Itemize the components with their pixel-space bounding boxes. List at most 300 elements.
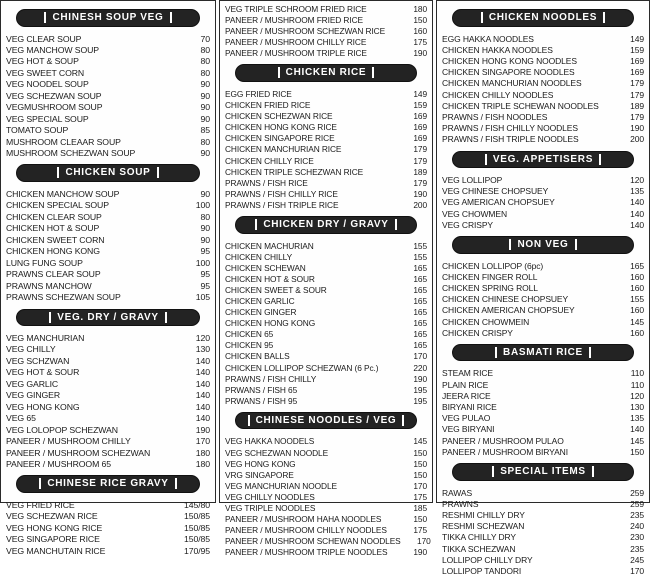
menu-item-price: 179	[413, 144, 427, 155]
menu-item-price: 190	[413, 547, 427, 558]
menu-item-name: VEG GARLIC	[6, 378, 59, 389]
menu-item-row	[442, 488, 644, 499]
menu-item-name: RAWAS	[442, 487, 473, 498]
menu-item-row	[442, 499, 644, 510]
menu-item-row	[6, 546, 210, 557]
menu-item-price: 220	[413, 362, 427, 373]
menu-item-row	[442, 67, 644, 78]
menu-item-row	[225, 48, 427, 59]
menu-item-price: 155	[413, 240, 427, 251]
menu-item-price: 185	[413, 502, 427, 513]
menu-item-name: CHICKEN AMERICAN CHOPSUEY	[442, 305, 575, 316]
menu-item-price: 90	[200, 102, 210, 113]
menu-section	[442, 344, 644, 458]
menu-item-name: CHICKEN BALLS	[225, 351, 290, 362]
menu-item-row	[442, 305, 644, 316]
menu-item-row	[225, 15, 427, 26]
menu-item-name: TOMATO SOUP	[6, 125, 69, 136]
menu-item-name: VEG NOODEL SOUP	[6, 79, 89, 90]
menu-item-name: VEG SWEET CORN	[6, 67, 85, 78]
menu-item-price: 145	[630, 435, 644, 446]
menu-item-row	[6, 102, 210, 113]
menu-item-list	[442, 261, 644, 339]
menu-item-name: CHICKEN CHOWMEIN	[442, 316, 530, 327]
menu-item-name: VRG SINGAPORE	[225, 469, 294, 480]
menu-item-price: 169	[630, 67, 644, 78]
menu-item-price: 70	[200, 33, 210, 44]
menu-item-name: LOLLIPOP CHILLY DRY	[442, 554, 533, 565]
menu-item-price: 259	[630, 498, 644, 509]
section-header-label: BASMATI RICE	[495, 347, 591, 358]
menu-item-name: CHICKEN SCHEWAN	[225, 262, 306, 273]
menu-item-price: 150	[413, 15, 427, 26]
menu-item-name: VEG SPECIAL SOUP	[6, 113, 89, 124]
menu-item-name: CHICKEN TRIPLE SCHEWAN NOODLES	[442, 100, 599, 111]
menu-item-price: 170	[413, 351, 427, 362]
menu-item-price: 140	[195, 367, 210, 378]
menu-item-row	[6, 137, 210, 148]
menu-item-price: 80	[200, 56, 210, 67]
menu-item-row	[6, 413, 210, 424]
menu-item-name: VEG MANCHUTAIN RICE	[6, 545, 106, 556]
menu-item-price: 170	[413, 480, 427, 491]
menu-item-name: VEG HONG KONG	[6, 401, 80, 412]
section-header	[16, 164, 200, 182]
menu-item-row	[225, 374, 427, 385]
menu-item-row	[225, 37, 427, 48]
menu-item-row	[225, 436, 427, 447]
menu-item-name: VEG HONG KONG RICE	[6, 522, 103, 533]
menu-item-name: CHICKEN SPRING ROLL	[442, 282, 538, 293]
menu-item-price: 150	[413, 458, 427, 469]
menu-item-name: TIKKA SCHEZWAN	[442, 543, 516, 554]
menu-item-name: PRAWNS / FISH NOODLES	[442, 111, 548, 122]
menu-item-name: CHICKEN SINGAPORE NOODLES	[442, 67, 575, 78]
menu-item-row	[6, 223, 210, 234]
menu-item-list	[6, 189, 210, 304]
menu-item-name: CHICKEN TRIPLE SCHEZWAN RICE	[225, 166, 364, 177]
menu-item-price: 145	[630, 316, 644, 327]
section-header-label: SPECIAL ITEMS	[492, 466, 594, 477]
menu-section	[6, 9, 210, 159]
menu-item-price: 80	[200, 211, 210, 222]
menu-item-row	[225, 351, 427, 362]
menu-item-price: 165	[413, 273, 427, 284]
menu-item-price: 90	[200, 148, 210, 159]
menu-item-price: 135	[630, 413, 644, 424]
section-header-label: CHINESH SOUP VEG	[44, 12, 171, 23]
menu-item-list	[442, 175, 644, 231]
menu-item-row	[442, 134, 644, 145]
menu-item-row	[6, 189, 210, 200]
menu-item-name: CHICKEN CHINESE CHOPSUEY	[442, 294, 569, 305]
section-header	[452, 151, 634, 169]
menu-section	[225, 412, 431, 559]
menu-item-price: 195	[413, 395, 427, 406]
menu-item-name: CHICKEN CHILLY	[225, 251, 293, 262]
menu-item-row	[442, 209, 644, 220]
menu-item-row	[442, 380, 644, 391]
menu-item-name: PLAIN RICE	[442, 379, 489, 390]
section-header	[16, 309, 200, 327]
menu-item-row	[442, 555, 644, 566]
menu-item-name: PANEER / MUSHROOM CHILLY NOODLES	[225, 525, 387, 536]
menu-item-row	[442, 294, 644, 305]
menu-item-name: VEG SINGAPORE RICE	[6, 534, 100, 545]
menu-item-name: VEG CHILLY NOODLES	[225, 491, 315, 502]
menu-item-name: CHICKEN 95	[225, 340, 274, 351]
menu-item-price: 165	[413, 307, 427, 318]
menu-item-name: CHICKEN SCHEZWAN RICE	[225, 111, 333, 122]
menu-item-row	[6, 379, 210, 390]
section-header	[452, 344, 634, 362]
menu-item-name: PANEER / MUSHROOM TRIPLE RICE	[225, 48, 367, 59]
menu-item-row	[225, 285, 427, 296]
menu-item-row	[225, 448, 427, 459]
menu-item-name: EGG HAKKA NOODLES	[442, 33, 534, 44]
menu-item-name: RESHMI CHILLY DRY	[442, 510, 525, 520]
menu-item-price: 80	[200, 67, 210, 78]
menu-item-row	[442, 566, 644, 577]
menu-item-price: 140	[630, 197, 644, 208]
menu-item-name: CHICKEN GARLIC	[225, 295, 295, 306]
menu-item-row	[442, 544, 644, 555]
menu-item-name: CHICKEN CHILLY RICE	[225, 155, 314, 166]
menu-item-price: 180	[195, 459, 210, 469]
menu-item-list	[6, 500, 210, 557]
menu-item-price: 259	[630, 487, 644, 498]
menu-item-name: PANEER / MUSHROOM SCHEZWAN RICE	[225, 26, 386, 37]
menu-item-row	[225, 122, 427, 133]
menu-item-name: VEG SCHEZWAN NOODLE	[225, 447, 329, 458]
menu-item-name: PRAWNS / FISH CHILLY NOODLES	[442, 123, 578, 134]
menu-panel-right	[436, 0, 650, 577]
menu-item-price: 140	[195, 413, 210, 424]
menu-item-row	[442, 436, 644, 447]
menu-item-list	[442, 34, 644, 146]
menu-item-row	[442, 186, 644, 197]
menu-item-price: 110	[630, 368, 644, 379]
menu-item-list	[225, 89, 427, 211]
menu-item-price: 100	[195, 200, 210, 211]
menu-item-name: VEG CHILLY	[6, 344, 56, 355]
menu-item-name: PRAWNS / FISH TRIPLE NOODLES	[442, 134, 579, 145]
menu-item-row	[225, 363, 427, 374]
menu-item-name: VEG FRIED RICE	[6, 499, 75, 510]
menu-item-row	[225, 318, 427, 329]
menu-item-name: RESHMI SCHEZWAN	[442, 521, 525, 532]
menu-item-row	[6, 258, 210, 269]
menu-item-row	[225, 307, 427, 318]
menu-item-price: 169	[413, 122, 427, 133]
menu-item-name: VEG MANCHOW SOUP	[6, 44, 100, 55]
menu-item-row	[6, 246, 210, 257]
menu-item-price: 170	[417, 536, 431, 547]
menu-item-price: 169	[413, 111, 427, 122]
menu-item-price: 120	[630, 390, 644, 401]
menu-item-row	[225, 514, 427, 525]
menu-item-row	[442, 34, 644, 45]
menu-item-name: VEG BIRYANI	[442, 424, 495, 435]
menu-item-row	[442, 368, 644, 379]
menu-item-name: PANEER / MUSHROOM 65	[6, 459, 112, 469]
menu-item-name: CHICKEN SINGAPORE RICE	[225, 133, 335, 144]
section-header	[235, 412, 417, 430]
menu-item-row	[442, 532, 644, 543]
menu-item-row	[225, 167, 427, 178]
menu-item-row	[442, 123, 644, 134]
menu-item-row	[225, 470, 427, 481]
menu-item-name: PRAWNS / FISH RICE	[225, 177, 308, 188]
section-header-label: VEG. APPETISERS	[485, 154, 601, 165]
menu-section	[442, 151, 644, 232]
menu-item-price: 120	[630, 175, 644, 186]
menu-item-row	[6, 269, 210, 280]
menu-item-row	[225, 525, 427, 536]
menu-item-price: 190	[413, 188, 427, 199]
menu-item-row	[442, 90, 644, 101]
section-header	[235, 64, 417, 82]
menu-item-row	[442, 328, 644, 339]
menu-item-row	[442, 197, 644, 208]
menu-item-row	[225, 329, 427, 340]
menu-item-price: 159	[630, 44, 644, 55]
menu-item-name: CHICKEN MANCHURIAN NOODLES	[442, 78, 582, 89]
menu-item-price: 165	[413, 295, 427, 306]
menu-item-row	[225, 459, 427, 470]
menu-item-price: 140	[630, 219, 644, 230]
menu-item-price: 140	[195, 390, 210, 401]
menu-item-price: 189	[413, 166, 427, 177]
menu-item-row	[442, 424, 644, 435]
menu-item-price: 170	[630, 566, 644, 577]
menu-item-price: 145/80	[184, 499, 210, 510]
menu-item-list	[6, 34, 210, 160]
menu-item-name: CHICKEN MANCHOW SOUP	[6, 188, 120, 199]
menu-item-name: CHICKEN HONG KONG NOODLES	[442, 55, 577, 66]
menu-item-row	[6, 356, 210, 367]
menu-item-name: PRAWNS / FISH CHILLY	[225, 373, 317, 384]
menu-item-row	[442, 283, 644, 294]
menu-item-list	[225, 436, 431, 558]
menu-item-price: 200	[413, 199, 427, 210]
menu-section	[442, 9, 644, 146]
menu-item-name: VEG HONG KONG	[225, 458, 296, 469]
section-header-label: NON VEG	[509, 239, 576, 250]
menu-item-row	[6, 436, 210, 447]
menu-item-price: 149	[630, 33, 644, 44]
menu-item-price: 135	[630, 186, 644, 197]
menu-item-price: 90	[200, 90, 210, 101]
menu-item-row	[225, 133, 427, 144]
menu-item-row	[225, 296, 427, 307]
menu-item-name: PANEER / MUSHROOM SCHEWAN NOODLES	[225, 536, 401, 547]
menu-item-name: VEG SCHEZWAN SOUP	[6, 90, 102, 101]
menu-item-row	[6, 367, 210, 378]
menu-item-row	[442, 261, 644, 272]
menu-item-row	[225, 396, 427, 407]
menu-item-row	[6, 390, 210, 401]
menu-item-row	[6, 114, 210, 125]
menu-item-price: 165	[413, 318, 427, 329]
menu-item-price: 140	[630, 208, 644, 219]
menu-item-row	[6, 79, 210, 90]
menu-item-name: PANEER / MUSHROOM TRIPLE NOODLES	[225, 547, 388, 558]
menu-item-name: CHICKEN LOLLIPOP SCHEZWAN (6 Pc.)	[225, 362, 379, 373]
menu-item-name: PRWANS / FISH 65	[225, 384, 298, 395]
menu-item-price: 95	[200, 280, 210, 291]
menu-item-price: 179	[413, 155, 427, 166]
menu-item-row	[6, 459, 210, 470]
section-header	[235, 216, 417, 234]
menu-item-name: VEG LOLOPOP SCHEZWAN	[6, 424, 118, 435]
section-header-label: CHICKEN RICE	[278, 67, 375, 78]
menu-item-price: 179	[630, 89, 644, 100]
menu-item-row	[6, 333, 210, 344]
menu-item-price: 175	[413, 525, 427, 536]
menu-item-row	[442, 56, 644, 67]
menu-item-row	[442, 521, 644, 532]
menu-item-row	[442, 220, 644, 231]
menu-item-row	[6, 425, 210, 436]
menu-item-name: JEERA RICE	[442, 390, 491, 401]
menu-item-row	[225, 26, 427, 37]
menu-item-name: MUSHROOM CLEAAR SOUP	[6, 136, 121, 147]
menu-item-price: 160	[630, 305, 644, 316]
menu-item-name: VEG TRIPLE SCHROOM FRIED RICE	[225, 4, 367, 14]
menu-item-row	[6, 148, 210, 159]
menu-item-row	[6, 534, 210, 545]
menu-panel-left	[0, 0, 216, 556]
menu-item-row	[442, 391, 644, 402]
menu-item-name: VEGMUSHROOM SOUP	[6, 102, 103, 113]
menu-item-price: 165	[413, 340, 427, 351]
menu-item-price: 140	[195, 401, 210, 412]
menu-item-row	[442, 402, 644, 413]
menu-item-price: 140	[630, 424, 644, 435]
menu-item-name: VEG CRISPY	[442, 219, 493, 230]
menu-item-price: 165	[413, 262, 427, 273]
menu-item-price: 160	[630, 327, 644, 338]
menu-item-name: CHICKEN MACHURIAN	[225, 240, 314, 251]
menu-item-name: CHICKEN HONG KONG RICE	[225, 122, 337, 133]
menu-section	[6, 164, 210, 303]
menu-item-name: PRAWNS SCHEZWAN SOUP	[6, 292, 121, 303]
menu-item-name: LUNG FUNG SOUP	[6, 257, 83, 268]
menu-item-name: VEG LOLLIPOP	[442, 175, 503, 186]
menu-item-row	[442, 447, 644, 458]
menu-item-price: 105	[195, 292, 210, 303]
menu-item-name: VEG CHOWMEN	[442, 208, 508, 219]
menu-item-row	[225, 189, 427, 200]
menu-item-name: STEAM RICE	[442, 368, 493, 379]
menu-item-name: VEG CHINESE CHOPSUEY	[442, 186, 549, 197]
menu-item-name: CHICKEN HONG KONG	[225, 318, 316, 329]
menu-item-row	[6, 500, 210, 511]
menu-item-name: CHICKEN FINGER ROLL	[442, 271, 538, 282]
menu-item-price: 190	[413, 48, 427, 59]
menu-item-price: 169	[413, 133, 427, 144]
menu-section	[225, 64, 427, 211]
menu-item-name: MUSHROOM SCHEZWAN SOUP	[6, 148, 136, 159]
menu-item-price: 159	[413, 100, 427, 111]
menu-item-price: 200	[630, 134, 644, 145]
menu-item-price: 160	[630, 271, 644, 282]
menu-item-price: 140	[195, 355, 210, 366]
menu-item-price: 170/95	[184, 545, 210, 556]
menu-item-name: PRWANS / FISH 95	[225, 395, 298, 406]
menu-item-price: 179	[630, 111, 644, 122]
menu-item-list	[6, 333, 210, 470]
menu-item-name: PRAWNS MANCHOW	[6, 280, 92, 291]
menu-item-row	[225, 100, 427, 111]
menu-item-name: LOLLIPOP TANDORI	[442, 566, 522, 577]
menu-item-row	[6, 212, 210, 223]
menu-item-price: 80	[200, 44, 210, 55]
menu-item-row	[225, 385, 427, 396]
section-header-label: CHINESE NOODLES / VEG	[248, 415, 405, 426]
menu-item-price: 130	[195, 344, 210, 355]
menu-item-row	[6, 91, 210, 102]
menu-item-name: PANEER / MUSHROOM SCHEZWAN	[6, 447, 151, 458]
menu-item-price: 95	[200, 269, 210, 280]
menu-item-price: 95	[200, 246, 210, 257]
menu-item-row	[6, 68, 210, 79]
menu-item-name: CHICKEN GINGER	[225, 307, 297, 318]
menu-item-price: 80	[200, 136, 210, 147]
menu-item-name: VEG SCHZWAN	[6, 355, 70, 366]
menu-item-price: 179	[630, 78, 644, 89]
menu-item-row	[225, 200, 427, 211]
menu-item-price: 195	[413, 384, 427, 395]
menu-item-price: 180	[413, 4, 427, 14]
menu-item-list	[225, 241, 427, 407]
menu-item-price: 190	[195, 424, 210, 435]
menu-item-name: CHICKEN HONG KONG	[6, 246, 100, 257]
menu-item-row	[6, 45, 210, 56]
menu-item-name: EGG FRIED RICE	[225, 88, 292, 99]
menu-item-row	[6, 344, 210, 355]
menu-item-row	[6, 281, 210, 292]
menu-item-price: 150/85	[184, 522, 210, 533]
menu-item-row	[6, 56, 210, 67]
menu-item-row	[6, 523, 210, 534]
menu-item-row	[442, 112, 644, 123]
menu-item-price: 150/85	[184, 511, 210, 522]
menu-item-name: CHICKEN LOLLIPOP (6pc)	[442, 260, 544, 271]
menu-item-price: 85	[200, 125, 210, 136]
menu-item-name: VEG MANCHURIAN NOODLE	[225, 480, 337, 491]
menu-item-row	[225, 340, 427, 351]
menu-item-row	[225, 252, 427, 263]
menu-item-row	[6, 292, 210, 303]
menu-item-price: 140	[195, 378, 210, 389]
menu-section	[225, 216, 427, 407]
menu-section	[442, 236, 644, 339]
menu-item-name: CHICKEN MANCHURIAN RICE	[225, 144, 342, 155]
menu-item-price: 145	[413, 436, 427, 447]
menu-item-price: 90	[200, 188, 210, 199]
menu-item-name: VEG PULAO	[442, 413, 491, 424]
menu-item-price: 130	[630, 402, 644, 413]
section-header-label: CHINESE RICE GRAVY	[39, 478, 176, 489]
menu-item-price: 90	[200, 79, 210, 90]
menu-item-price: 100	[195, 257, 210, 268]
menu-item-price: 179	[413, 177, 427, 188]
menu-item-name: CHICKEN 65	[225, 329, 274, 340]
menu-section	[6, 309, 210, 471]
menu-item-name: PRAWNS / FISH TRIPLE RICE	[225, 199, 339, 210]
